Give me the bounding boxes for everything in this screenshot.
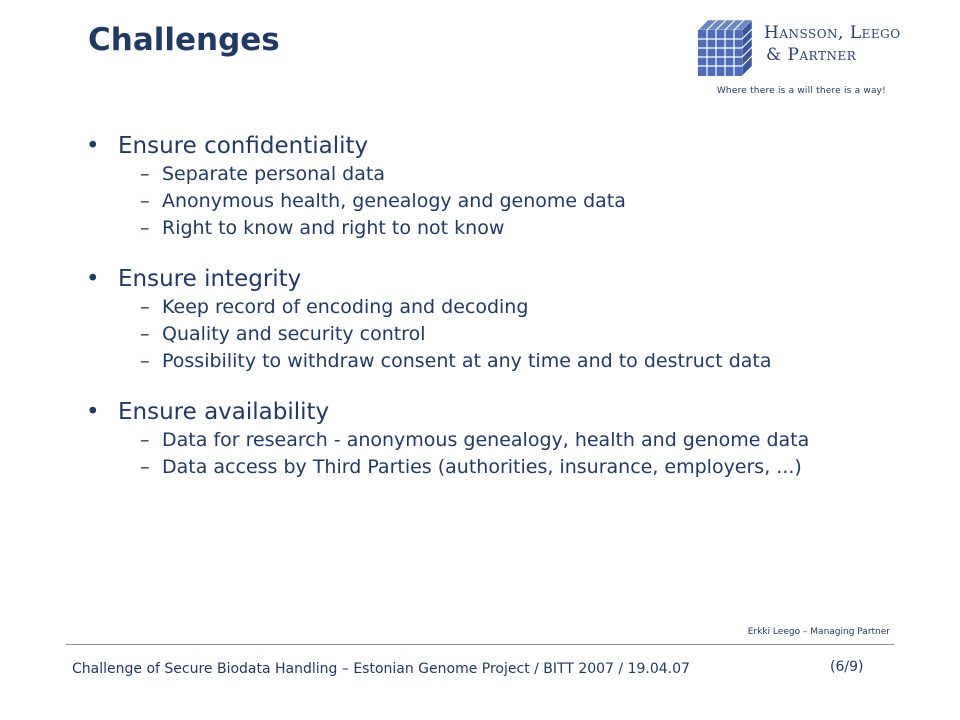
sub-bullet: [140, 191, 886, 212]
bullet-heading-text: Ensure availability: [118, 399, 330, 425]
dash-icon: –: [140, 456, 150, 478]
sub-bullet-text: Quality and security control: [162, 323, 426, 345]
sub-bullet-text: Separate personal data: [162, 163, 385, 185]
footer-divider: [66, 644, 894, 645]
dash-icon: –: [140, 323, 150, 345]
bullet-heading: [86, 394, 886, 430]
sub-bullet-text: Anonymous health, genealogy and genome data: [162, 190, 626, 212]
dash-icon: –: [140, 217, 150, 239]
sub-bullet: [140, 324, 886, 345]
bullet-heading: [86, 261, 886, 297]
company-name-line1: Hansson, Leego: [764, 23, 901, 43]
bullet-icon: •: [86, 133, 100, 159]
bullet-list: [86, 128, 886, 490]
section-availability: [86, 394, 886, 478]
dash-icon: –: [140, 350, 150, 372]
sub-bullet: [140, 164, 886, 185]
sub-bullet-text: Possibility to withdraw consent at any time and to destruct data: [162, 350, 772, 372]
bullet-icon: •: [86, 399, 100, 425]
slide-title: Challenges: [88, 22, 280, 58]
bullet-heading-text: Ensure integrity: [118, 266, 302, 292]
section-confidentiality: [86, 128, 886, 239]
dash-icon: –: [140, 190, 150, 212]
sub-bullet: [140, 457, 886, 478]
dash-icon: –: [140, 296, 150, 318]
sub-bullet-text: Data for research - anonymous genealogy, health and genome data: [162, 429, 810, 451]
section-integrity: [86, 261, 886, 372]
page-number: (6/9): [830, 659, 864, 675]
bullet-heading: [86, 128, 886, 164]
bullet-icon: •: [86, 266, 100, 292]
dash-icon: –: [140, 429, 150, 451]
sub-bullet: [140, 351, 886, 372]
sub-bullet-text: Right to know and right to not know: [162, 217, 505, 239]
bullet-heading-text: Ensure confidentiality: [118, 133, 369, 159]
sub-bullet: [140, 430, 886, 451]
company-name: [764, 22, 924, 66]
presenter-credit: Erkki Leego – Managing Partner: [747, 627, 890, 637]
sub-bullet-text: Data access by Third Parties (authorities, insurance, employers, ...): [162, 456, 802, 478]
dash-icon: –: [140, 163, 150, 185]
sub-bullet: [140, 297, 886, 318]
grid-cube-icon: [694, 18, 756, 80]
sub-bullet: [140, 218, 886, 239]
sub-bullet-text: Keep record of encoding and decoding: [162, 296, 529, 318]
company-tagline: Where there is a will there is a way!: [716, 86, 886, 96]
slide-footer: Challenge of Secure Biodata Handling – Estonian Genome Project / BITT 2007 / 19.04.07: [72, 661, 690, 677]
company-name-line2: & Partner: [766, 45, 857, 65]
